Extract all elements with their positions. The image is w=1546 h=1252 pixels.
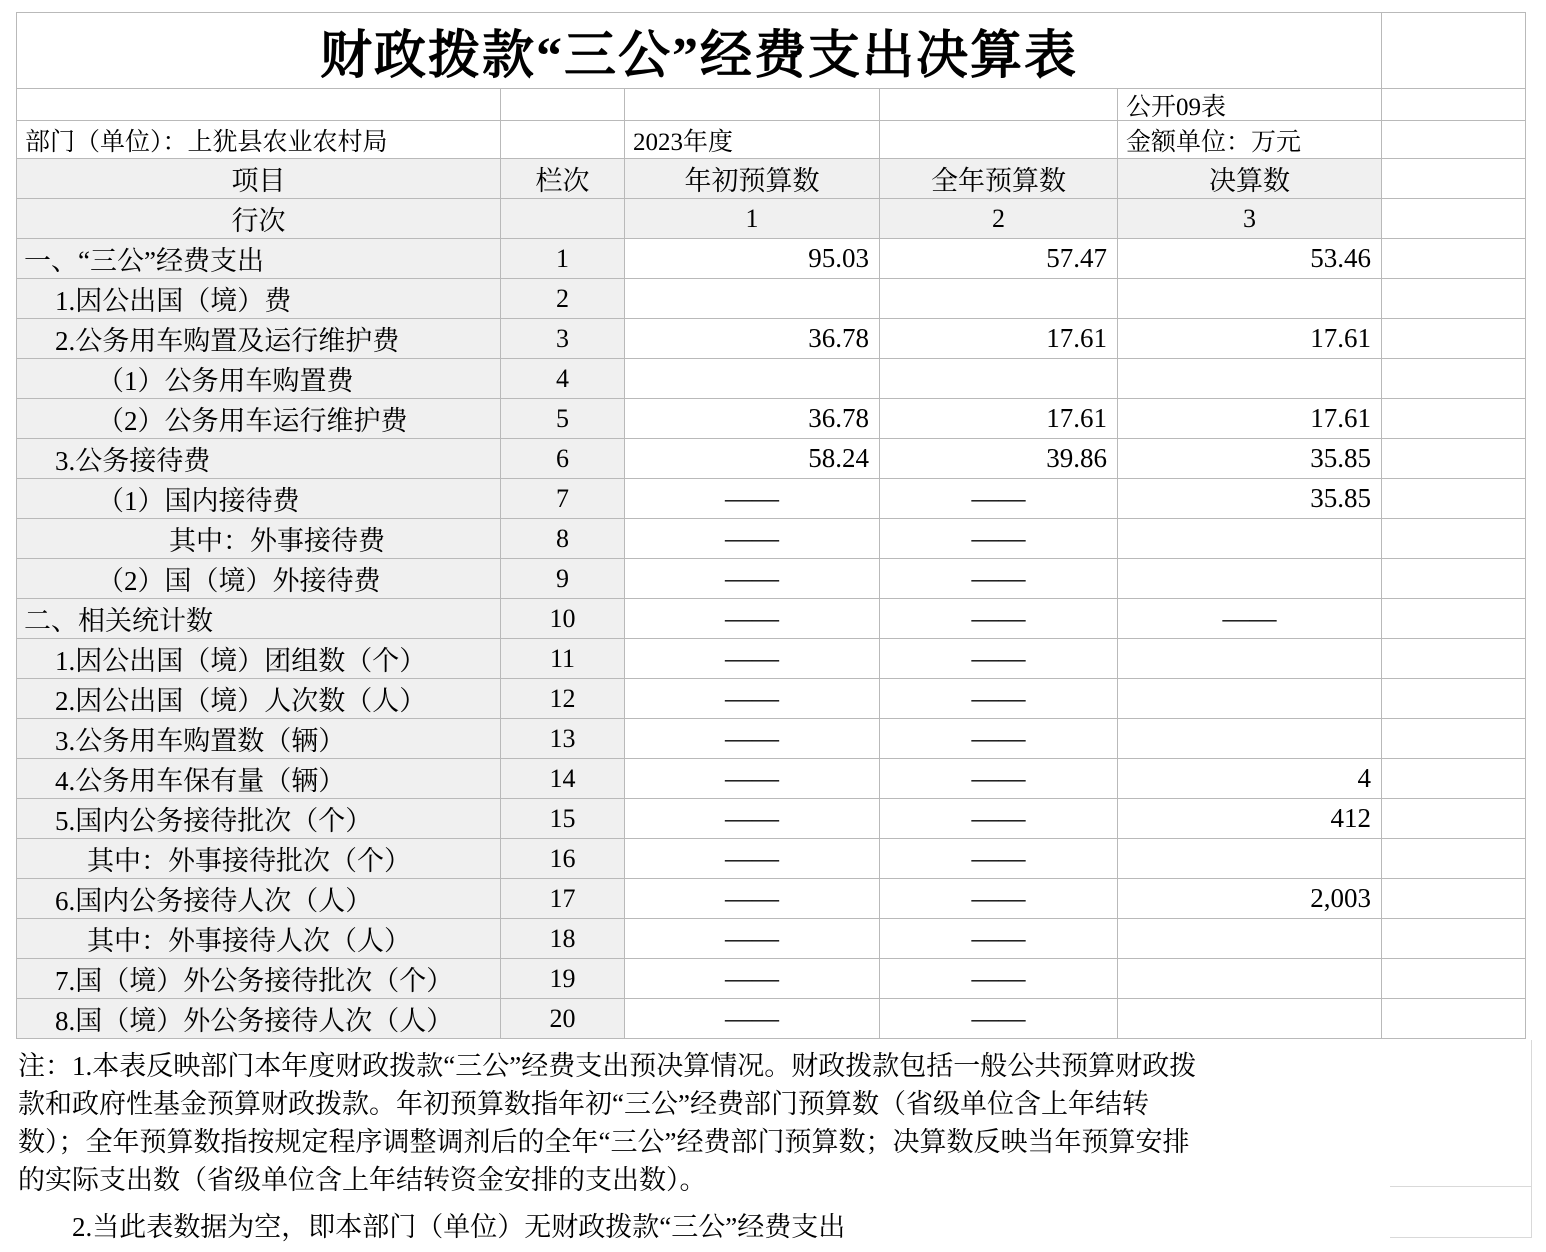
data-cell: 53.46 (1118, 239, 1381, 278)
data-cell: —— (625, 959, 879, 998)
row-line-number: 2 (501, 279, 624, 318)
data-cell: 95.03 (625, 239, 879, 278)
empty-cell (1382, 799, 1525, 838)
empty-cell (880, 89, 1117, 120)
empty-cell (1382, 919, 1525, 958)
data-cell: —— (880, 639, 1117, 678)
row-line-number: 13 (501, 719, 624, 758)
data-cell (880, 279, 1117, 318)
row-label: （1）国内接待费 (17, 479, 500, 518)
data-cell: —— (880, 599, 1117, 638)
data-cell: —— (880, 519, 1117, 558)
page-title: 财政拨款“三公”经费支出决算表 (17, 13, 1381, 88)
col-number-3: 3 (1118, 199, 1381, 238)
data-cell: —— (625, 639, 879, 678)
row-line-number: 5 (501, 399, 624, 438)
data-cell: —— (880, 919, 1117, 958)
empty-cell (1382, 479, 1525, 518)
empty-grid-cell (1390, 1040, 1532, 1187)
data-cell: 35.85 (1118, 439, 1381, 478)
data-cell: —— (880, 879, 1117, 918)
data-cell: —— (625, 479, 879, 518)
row-label: 6.国内公务接待人次（人） (17, 879, 500, 918)
data-cell: —— (880, 759, 1117, 798)
data-cell (880, 359, 1117, 398)
note-line: 的实际支出数（省级单位含上年结转资金安排的支出数）。 (18, 1165, 707, 1195)
row-line-number: 17 (501, 879, 624, 918)
empty-cell (1382, 559, 1525, 598)
data-cell: —— (625, 919, 879, 958)
row-line-number: 18 (501, 919, 624, 958)
row-label: 5.国内公务接待批次（个） (17, 799, 500, 838)
data-cell (1118, 999, 1381, 1038)
data-cell (1118, 959, 1381, 998)
data-cell: 39.86 (880, 439, 1117, 478)
empty-grid-cell (1390, 1187, 1532, 1238)
data-cell: 57.47 (880, 239, 1117, 278)
row-label: （2）国（境）外接待费 (17, 559, 500, 598)
row-line-number: 1 (501, 239, 624, 278)
col-number-2: 2 (880, 199, 1117, 238)
empty-cell (1382, 13, 1525, 88)
empty-cell (1382, 239, 1525, 278)
row-line-number: 4 (501, 359, 624, 398)
data-cell: 36.78 (625, 399, 879, 438)
empty-cell (501, 121, 624, 158)
row-label: 4.公务用车保有量（辆） (17, 759, 500, 798)
row-line-number: 19 (501, 959, 624, 998)
row-label: 1.因公出国（境）团组数（个） (17, 639, 500, 678)
empty-cell (1382, 199, 1525, 238)
data-cell (1118, 639, 1381, 678)
row-label: （2）公务用车运行维护费 (17, 399, 500, 438)
row-label: 二、相关统计数 (17, 599, 500, 638)
empty-cell (1382, 279, 1525, 318)
row-line-number: 16 (501, 839, 624, 878)
data-cell: —— (1118, 599, 1381, 638)
empty-cell (1382, 839, 1525, 878)
empty-cell (1382, 359, 1525, 398)
table-notes (18, 1047, 1390, 1246)
row-label: 2.因公出国（境）人次数（人） (17, 679, 500, 718)
data-cell: 58.24 (625, 439, 879, 478)
note-line: 款和政府性基金预算财政拨款。年初预算数指年初“三公”经费部门预算数（省级单位含上年结转 (18, 1089, 1149, 1119)
data-cell: —— (625, 799, 879, 838)
data-cell: —— (880, 719, 1117, 758)
data-cell: —— (880, 679, 1117, 718)
row-label: （1）公务用车购置费 (17, 359, 500, 398)
empty-cell (1382, 599, 1525, 638)
row-line-number: 7 (501, 479, 624, 518)
empty-cell (1382, 89, 1525, 120)
data-cell: —— (880, 839, 1117, 878)
row-line-number: 14 (501, 759, 624, 798)
data-cell (1118, 359, 1381, 398)
empty-cell (1382, 399, 1525, 438)
empty-cell (1382, 759, 1525, 798)
empty-cell (1382, 519, 1525, 558)
department-label: 部门（单位）：上犹县农业农村局 (17, 121, 500, 158)
data-cell: 36.78 (625, 319, 879, 358)
empty-cell (1382, 639, 1525, 678)
data-cell: —— (880, 959, 1117, 998)
data-cell: —— (625, 839, 879, 878)
empty-cell (1382, 159, 1525, 198)
data-cell: —— (625, 559, 879, 598)
row-label: 8.国（境）外公务接待人次（人） (17, 999, 500, 1038)
data-cell: —— (625, 519, 879, 558)
data-cell: 4 (1118, 759, 1381, 798)
data-cell: 17.61 (880, 399, 1117, 438)
data-cell: —— (880, 999, 1117, 1038)
row-line-number: 9 (501, 559, 624, 598)
data-cell (625, 359, 879, 398)
empty-cell (501, 199, 624, 238)
note-line: 数）；全年预算数指按规定程序调整调剂后的全年“三公”经费部门预算数；决算数反映当年预算安排 (18, 1127, 1190, 1157)
row-label: 3.公务用车购置数（辆） (17, 719, 500, 758)
col-number-1: 1 (625, 199, 879, 238)
row-line-number: 6 (501, 439, 624, 478)
data-cell: —— (625, 759, 879, 798)
data-cell (1118, 679, 1381, 718)
empty-cell (1382, 719, 1525, 758)
data-cell: 35.85 (1118, 479, 1381, 518)
row-line-number: 10 (501, 599, 624, 638)
empty-cell (1382, 439, 1525, 478)
data-cell (1118, 719, 1381, 758)
row-label: 7.国（境）外公务接待批次（个） (17, 959, 500, 998)
empty-cell (1382, 121, 1525, 158)
empty-cell (1382, 879, 1525, 918)
col-header-item: 项目 (17, 159, 500, 198)
row-line-number: 11 (501, 639, 624, 678)
data-cell: —— (880, 799, 1117, 838)
empty-cell (1382, 319, 1525, 358)
row-label: 3.公务接待费 (17, 439, 500, 478)
data-cell (1118, 919, 1381, 958)
col-header-annual-budget: 全年预算数 (880, 159, 1117, 198)
data-cell: —— (625, 719, 879, 758)
row-label: 1.因公出国（境）费 (17, 279, 500, 318)
row-line-number: 20 (501, 999, 624, 1038)
data-cell (1118, 559, 1381, 598)
data-cell: —— (880, 479, 1117, 518)
empty-cell (501, 89, 624, 120)
fiscal-year: 2023年度 (625, 121, 879, 158)
table-code: 公开09表 (1118, 89, 1381, 120)
data-cell: —— (880, 559, 1117, 598)
row-label: 一、“三公”经费支出 (17, 239, 500, 278)
table-grid (16, 12, 1526, 1039)
row-label: 其中：外事接待费 (17, 519, 500, 558)
row-line-number: 8 (501, 519, 624, 558)
row-index-header: 行次 (17, 199, 500, 238)
empty-cell (880, 121, 1117, 158)
row-line-number: 3 (501, 319, 624, 358)
col-header-index: 栏次 (501, 159, 624, 198)
empty-cell (1382, 679, 1525, 718)
row-label: 其中：外事接待人次（人） (17, 919, 500, 958)
data-cell: —— (625, 679, 879, 718)
data-cell (625, 279, 879, 318)
data-cell: —— (625, 599, 879, 638)
row-line-number: 15 (501, 799, 624, 838)
empty-cell (17, 89, 500, 120)
data-cell: 17.61 (1118, 319, 1381, 358)
data-cell (1118, 279, 1381, 318)
amount-unit: 金额单位：万元 (1118, 121, 1381, 158)
data-cell: 17.61 (880, 319, 1117, 358)
data-cell: —— (625, 999, 879, 1038)
data-cell: 17.61 (1118, 399, 1381, 438)
note-line: 注：1.本表反映部门本年度财政拨款“三公”经费支出预决算情况。财政拨款包括一般公共预算财政拨 (18, 1051, 1197, 1081)
empty-cell (625, 89, 879, 120)
row-label: 2.公务用车购置及运行维护费 (17, 319, 500, 358)
data-cell: 2,003 (1118, 879, 1381, 918)
note-line: 2.当此表数据为空，即本部门（单位）无财政拨款“三公”经费支出 (72, 1212, 846, 1242)
empty-cell (1382, 959, 1525, 998)
data-cell: 412 (1118, 799, 1381, 838)
data-cell (1118, 839, 1381, 878)
data-cell (1118, 519, 1381, 558)
data-cell: —— (625, 879, 879, 918)
row-line-number: 12 (501, 679, 624, 718)
row-label: 其中：外事接待批次（个） (17, 839, 500, 878)
col-header-initial-budget: 年初预算数 (625, 159, 879, 198)
empty-cell (1382, 999, 1525, 1038)
col-header-final-account: 决算数 (1118, 159, 1381, 198)
